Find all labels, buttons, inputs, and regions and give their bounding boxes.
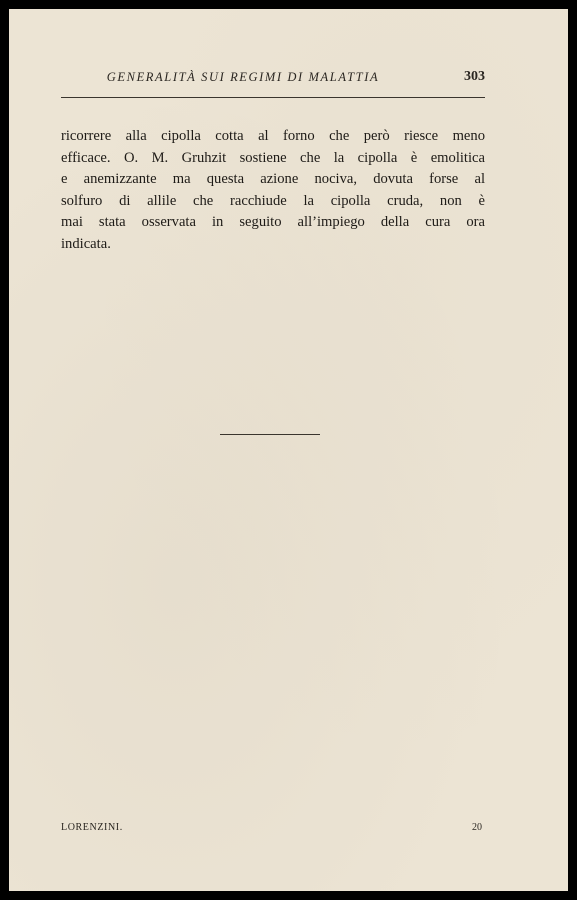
text-line: efficace. O. M. Gruhzit sostiene che la cipolla è emolitica [61, 149, 485, 166]
footer-signature: LORENZINI. [61, 822, 123, 833]
page-number: 303 [464, 69, 485, 84]
text-line: e anemizzante ma questa azione nociva, dovuta forse al [61, 171, 485, 188]
body-paragraph [61, 126, 485, 256]
text-line: ricorrere alla cipolla cotta al forno che però riesce meno [61, 128, 485, 144]
text-line: solfuro di allile che racchiude la cipolla cruda, non è [61, 192, 485, 209]
header-rule [61, 97, 485, 98]
footer-signature-number: 20 [472, 822, 482, 833]
section-end-rule [220, 434, 320, 435]
book-page [9, 9, 568, 891]
running-head [61, 69, 485, 89]
text-line: mai stata osservata in seguito all’impiego della cura ora [61, 214, 485, 231]
text-line: indicata. [61, 235, 111, 252]
running-title: GENERALITÀ SUI REGIMI DI MALATTIA [106, 70, 380, 84]
